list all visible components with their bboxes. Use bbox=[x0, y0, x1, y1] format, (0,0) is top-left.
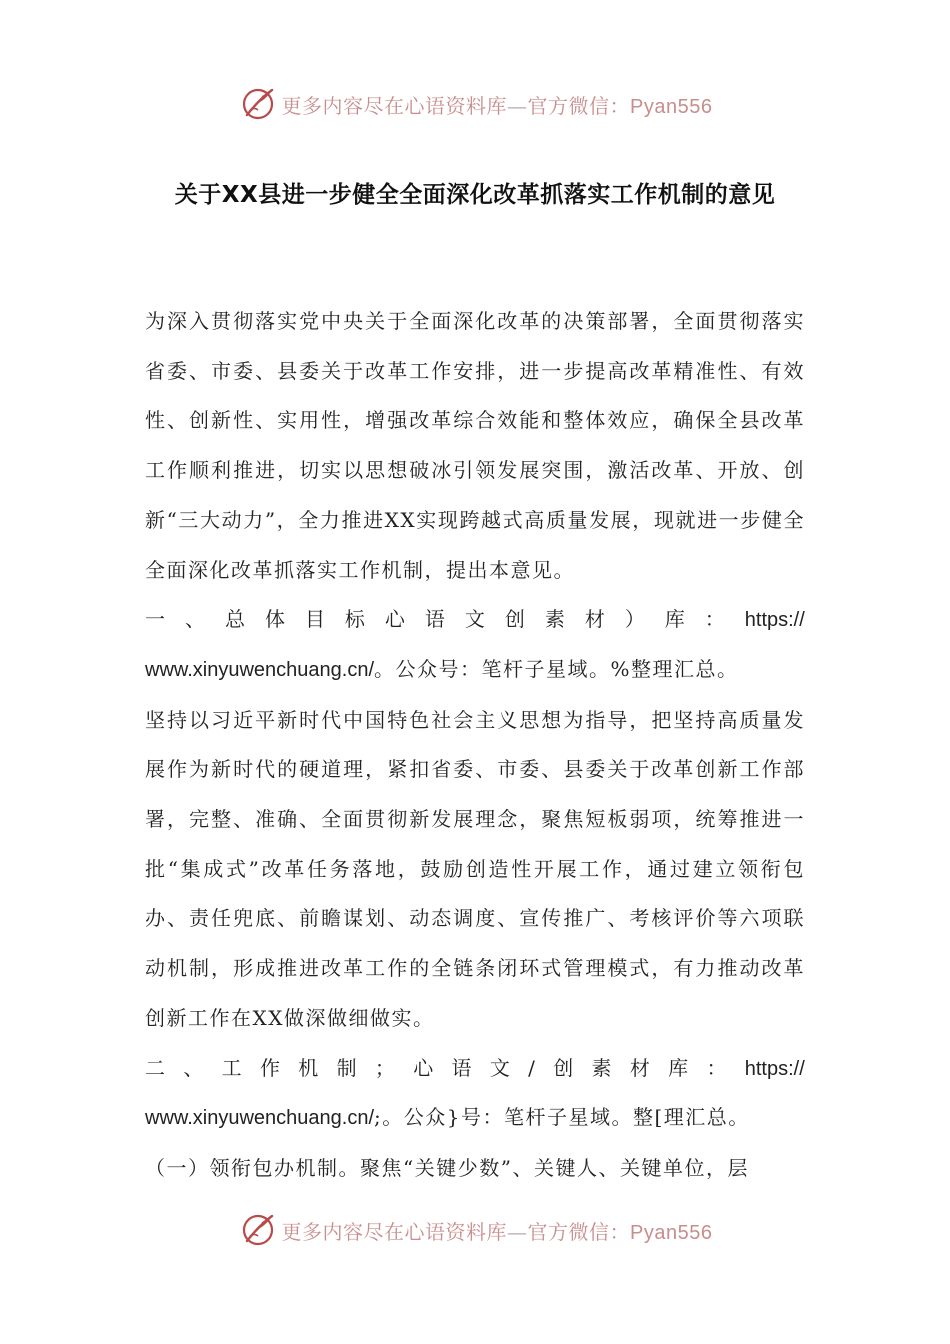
heading-char: 作 bbox=[259, 1055, 280, 1080]
heading-char: 心 bbox=[384, 607, 405, 632]
heading-char: 、 bbox=[183, 1055, 204, 1080]
section1-paragraph: 坚持以习近平新时代中国特色社会主义思想为指导，把坚持高质量发展作为新时代的硬道理，紧扣省委、市委、县委关于改革创新工作部署，完整、准确、全面贯彻新发展理念，聚焦短板弱项，统筹推进一批“集成式”改革任务落地，鼓励创造性开展工作，通过建立领衔包办、责任兜底、前瞻谋划、动态调度、宣传推广、考核评价等六项联动机制，形成推进改革工作的全链条闭环式管理模式，有力推动改革创新工作在XX做深做细做实。 bbox=[145, 707, 805, 1030]
heading-char: 文 bbox=[464, 607, 485, 632]
url-line-rest: 。公众号：笔杆子星域。%整理汇总。 bbox=[374, 656, 739, 681]
section2-url-line bbox=[145, 1093, 805, 1144]
intro-paragraph: 为深入贯彻落实党中央关于全面深化改革的决策部署，全面贯彻落实省委、市委、县委关于改革工作安排，进一步提高改革精准性、有效性、创新性、实用性，增强改革综合效能和整体效应，确保全县改革工作顺利推进，切实以思想破冰引领发展突围，激活改革、开放、创新“三大动力”，全力推进XX实现跨越式高质量发展，现就进一步健全全面深化改革抓落实工作机制，提出本意见。 bbox=[145, 309, 805, 582]
heading-char: 库 bbox=[668, 1055, 689, 1080]
quill-seal-icon bbox=[238, 84, 278, 124]
footer-watermark bbox=[0, 1208, 950, 1252]
watermark-separator: — bbox=[507, 1219, 528, 1244]
heading-char: ； bbox=[374, 1055, 395, 1080]
heading-char: 材 bbox=[584, 607, 605, 632]
heading-char: 体 bbox=[264, 607, 285, 632]
watermark-id: Pyan556 bbox=[630, 95, 713, 118]
heading-char: 语 bbox=[424, 607, 445, 632]
heading-char: ： bbox=[706, 1055, 727, 1080]
heading-char: ： bbox=[704, 607, 725, 632]
quill-seal-icon bbox=[238, 1210, 278, 1250]
heading-char: 心 bbox=[413, 1055, 434, 1080]
section1-url-line bbox=[145, 645, 805, 696]
url-line-rest: ;。公众}号：笔杆子星域。整[理汇总。 bbox=[374, 1105, 750, 1130]
heading-url-start: https:// bbox=[744, 1057, 805, 1080]
watermark-id: Pyan556 bbox=[630, 1221, 713, 1244]
section2-item1: （一）领衔包办机制。聚焦“关键少数”、关键人、关键单位，层 bbox=[145, 1155, 749, 1180]
heading-char: 二 bbox=[145, 1055, 165, 1080]
heading-char: 标 bbox=[344, 607, 365, 632]
section2-heading bbox=[145, 1044, 805, 1094]
heading-char: 机 bbox=[298, 1055, 319, 1080]
watermark-text bbox=[282, 90, 713, 119]
url-text: www.xinyuwenchuang.cn/ bbox=[145, 658, 375, 681]
heading-char: 素 bbox=[591, 1055, 612, 1080]
watermark-official: 官方微信： bbox=[527, 93, 631, 118]
heading-char: 创 bbox=[553, 1055, 574, 1080]
heading-char: ） bbox=[624, 607, 645, 632]
section1-heading bbox=[145, 595, 805, 645]
heading-char: 、 bbox=[184, 607, 205, 632]
heading-char: 创 bbox=[504, 607, 525, 632]
document-body bbox=[145, 297, 805, 1194]
watermark-official: 官方微信： bbox=[527, 1219, 631, 1244]
heading-char: 制 bbox=[336, 1055, 357, 1080]
heading-char: 素 bbox=[544, 607, 565, 632]
heading-char: 库 bbox=[664, 607, 685, 632]
document-title: 关于XX县进一步健全全面深化改革抓落实工作机制的意见 bbox=[174, 182, 776, 208]
watermark-text bbox=[282, 1216, 713, 1245]
url-text: www.xinyuwenchuang.cn/ bbox=[145, 1107, 375, 1130]
heading-char: 文 bbox=[489, 1055, 510, 1080]
watermark-brand: 更多内容尽在心语资料库 bbox=[281, 93, 508, 118]
heading-char: 材 bbox=[629, 1055, 650, 1080]
heading-char: 工 bbox=[221, 1055, 242, 1080]
heading-char: 语 bbox=[451, 1055, 472, 1080]
watermark-separator: — bbox=[507, 93, 528, 118]
heading-char: / bbox=[528, 1055, 535, 1080]
watermark-brand: 更多内容尽在心语资料库 bbox=[281, 1219, 508, 1244]
heading-char: 总 bbox=[224, 607, 245, 632]
header-watermark bbox=[0, 82, 950, 126]
heading-char: 目 bbox=[304, 607, 325, 632]
heading-char: 一 bbox=[145, 607, 165, 632]
heading-url-start: https:// bbox=[744, 609, 805, 632]
